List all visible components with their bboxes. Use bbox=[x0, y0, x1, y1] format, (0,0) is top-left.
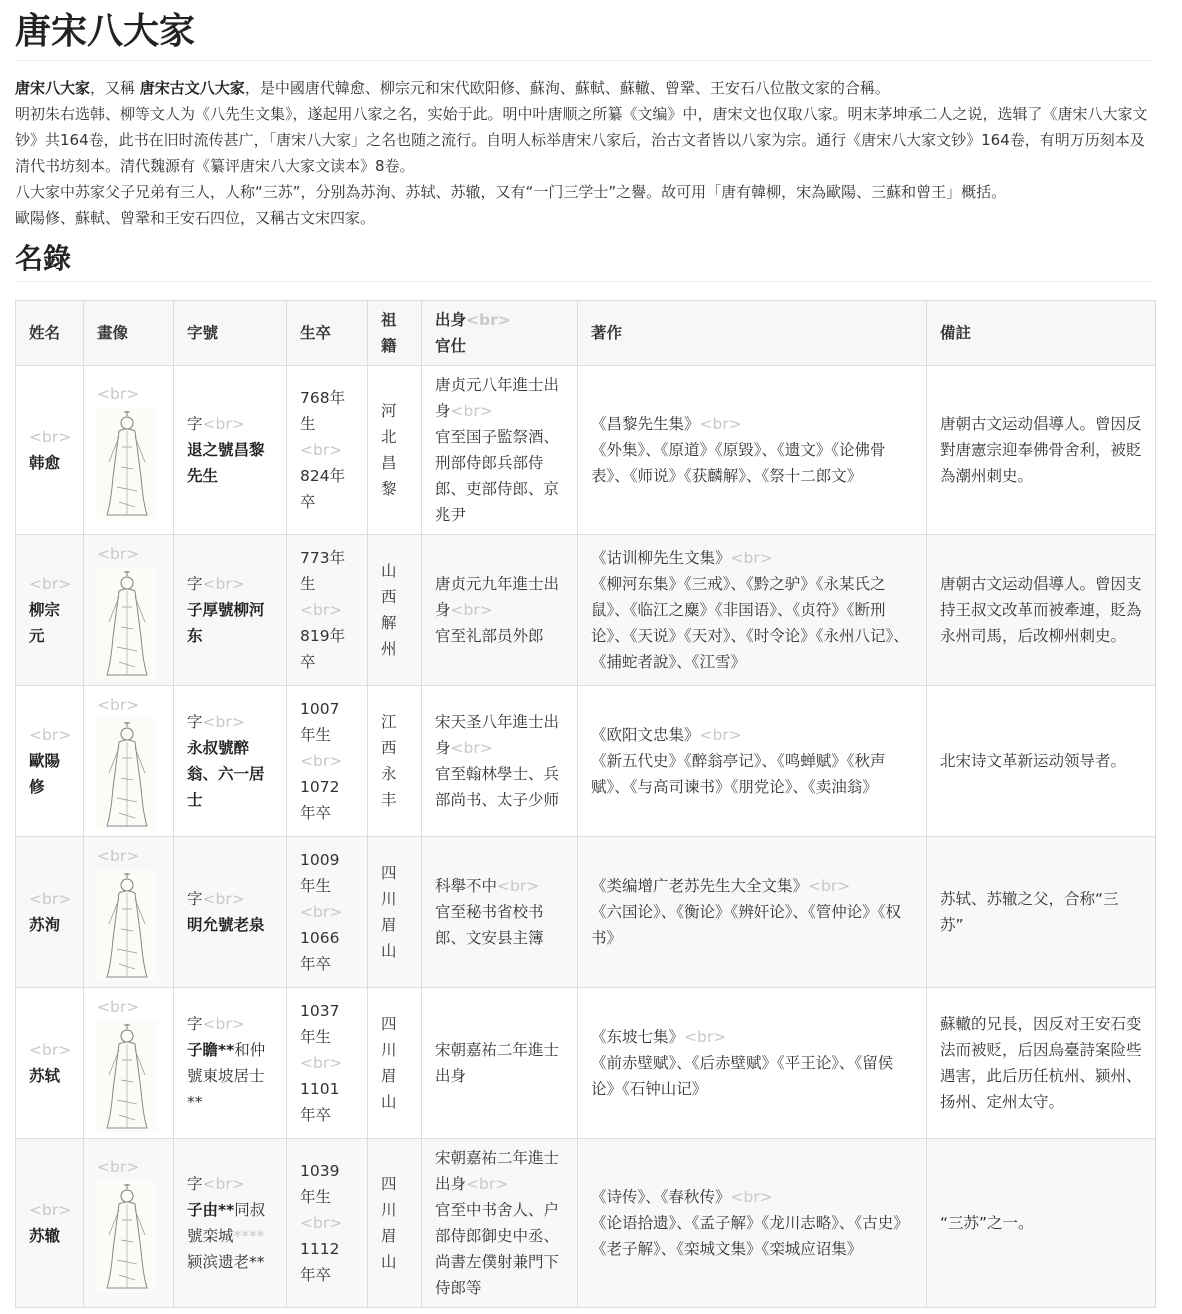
cell-notes bbox=[927, 837, 1156, 988]
cell-zihao bbox=[174, 366, 287, 535]
career-office: 官至翰林學士、兵部尚书、太子少师 bbox=[435, 765, 560, 809]
cell-notes bbox=[927, 686, 1156, 837]
author-name: 苏辙 bbox=[29, 1227, 61, 1245]
cell-works bbox=[578, 988, 927, 1139]
notes-text: 北宋诗文革新运动领导者。 bbox=[940, 752, 1127, 770]
br-tag: <br> bbox=[300, 1054, 343, 1072]
origin-place: 四川眉山 bbox=[381, 864, 397, 960]
career-office: 官至国子監祭酒、刑部侍郎兵部侍郎、吏部侍郎、京兆尹 bbox=[435, 428, 560, 524]
br-tag: <br> bbox=[29, 1201, 72, 1219]
origin-place: 河北昌黎 bbox=[381, 402, 397, 498]
br-tag: <br> bbox=[730, 549, 773, 567]
text-span: ，又稱 bbox=[90, 79, 140, 97]
cell-lifespan bbox=[287, 988, 368, 1139]
cell-works bbox=[578, 837, 927, 988]
career-office: 官至礼部员外郎 bbox=[435, 627, 544, 645]
header-career-b: 官仕 bbox=[435, 337, 467, 355]
cell-career bbox=[422, 837, 578, 988]
br-tag: <br> bbox=[97, 1158, 140, 1176]
author-name: 韩愈 bbox=[29, 454, 61, 472]
br-tag: <br> bbox=[300, 1214, 343, 1232]
cell-zihao bbox=[174, 1139, 287, 1308]
career-origin: 唐贞元九年進士出身 bbox=[435, 575, 560, 619]
cell-lifespan bbox=[287, 1139, 368, 1308]
br-tag: <br> bbox=[202, 575, 245, 593]
br-tag: <br> bbox=[466, 311, 511, 329]
text-span: ，是中國唐代韓愈、柳宗元和宋代欧阳修、蘇洵、蘇軾、蘇轍、曾鞏、王安石八位散文家的合稱。 bbox=[244, 79, 890, 97]
intro-paragraph-1 bbox=[15, 75, 1154, 101]
career-origin: 宋天圣八年進士出身 bbox=[435, 713, 560, 757]
death-year: 824年卒 bbox=[300, 467, 346, 511]
table-row bbox=[16, 1139, 1156, 1308]
zi-rest: 同叔號栾城 bbox=[187, 1201, 266, 1245]
table-row bbox=[16, 535, 1156, 686]
works-main: 《诗传》、《春秋传》 bbox=[591, 1188, 731, 1206]
works-main: 《类编增广老苏先生大全文集》 bbox=[591, 877, 809, 895]
works-list: 《新五代史》《醉翁亭记》、《鸣蝉赋》《秋声赋》、《与高司谏书》《朋党论》、《卖油翁》 bbox=[591, 752, 886, 796]
notes-text: “三苏”之一。 bbox=[940, 1214, 1034, 1232]
works-main: 《昌黎先生集》 bbox=[591, 415, 700, 433]
born-year: 1037年生 bbox=[300, 1002, 340, 1046]
intro-text bbox=[15, 75, 1154, 231]
br-tag: <br> bbox=[300, 601, 343, 619]
header-zihao: 字號 bbox=[174, 301, 287, 366]
cell-name bbox=[16, 988, 84, 1139]
cell-origin bbox=[368, 535, 422, 686]
cell-zihao bbox=[174, 535, 287, 686]
br-tag: <br> bbox=[97, 545, 140, 563]
cell-origin bbox=[368, 1139, 422, 1308]
cell-career bbox=[422, 988, 578, 1139]
cell-portrait bbox=[84, 686, 174, 837]
cell-career bbox=[422, 535, 578, 686]
br-tag: <br> bbox=[202, 1015, 245, 1033]
zi-bold: 明允號老泉 bbox=[187, 916, 265, 934]
br-tag: <br> bbox=[450, 739, 493, 757]
header-notes: 備註 bbox=[927, 301, 1156, 366]
cell-portrait bbox=[84, 837, 174, 988]
born-year: 1039年生 bbox=[300, 1162, 340, 1206]
br-tag: <br> bbox=[202, 713, 245, 731]
cell-lifespan bbox=[287, 837, 368, 988]
works-main: 《东坡七集》 bbox=[591, 1028, 685, 1046]
career-origin: 宋朝嘉祐二年進士出身 bbox=[435, 1041, 560, 1085]
author-name: 苏轼 bbox=[29, 1067, 61, 1085]
born-year: 773年生 bbox=[300, 549, 346, 593]
origin-place: 四川眉山 bbox=[381, 1175, 397, 1271]
origin-place: 江西永丰 bbox=[381, 713, 397, 809]
br-tag: <br> bbox=[730, 1188, 773, 1206]
cell-portrait bbox=[84, 366, 174, 535]
zi-prefix: 字 bbox=[187, 1015, 203, 1033]
intro-paragraph-4: 歐陽修、蘇軾、曾鞏和王安石四位，又稱古文宋四家。 bbox=[15, 209, 376, 227]
br-tag: <br> bbox=[29, 428, 72, 446]
zi-prefix: 字 bbox=[187, 415, 203, 433]
table-header-row bbox=[16, 301, 1156, 366]
portrait-image bbox=[97, 1020, 157, 1132]
intro-paragraph-2: 明初朱右选韩、柳等文人为《八先生文集》，遂起用八家之名，实始于此。明中叶唐顺之所纂《文编》中，唐宋文也仅取八家。明末茅坤承二人之说，选辑了《唐宋八大家文钞》共164卷，此书在旧时流传甚广，「唐宋八大家」之名也随之流行。自明人标举唐宋八家后，治古文者皆以八家为宗。通行《唐宋八大家文钞》164卷，有明万历刻本及清代书坊刻本。清代魏源有《纂评唐宋八大家文读本》8卷。 bbox=[15, 105, 1148, 175]
br-tag: <br> bbox=[29, 726, 72, 744]
header-career bbox=[422, 301, 578, 366]
cell-career bbox=[422, 1139, 578, 1308]
header-career-a: 出身 bbox=[435, 311, 467, 329]
zi-bold: 退之號昌黎先生 bbox=[187, 441, 265, 485]
zi-prefix: 字 bbox=[187, 575, 203, 593]
zi-prefix: 字 bbox=[187, 890, 203, 908]
br-tag: <br> bbox=[684, 1028, 727, 1046]
br-tag: <br> bbox=[97, 385, 140, 403]
br-tag: <br> bbox=[300, 441, 343, 459]
intro-paragraph-3: 八大家中苏家父子兄弟有三人，人称“三苏”，分别為苏洵、苏轼、苏辙，又有“一门三学士”之譽。故可用「唐有韓柳，宋為歐陽、三蘇和曾王」概括。 bbox=[15, 183, 1007, 201]
bold-term: 唐宋八大家 bbox=[15, 79, 91, 97]
career-origin: 宋朝嘉祐二年進士出身 bbox=[435, 1149, 560, 1193]
br-tag: <br> bbox=[97, 696, 140, 714]
br-tag: <br> bbox=[450, 402, 493, 420]
zi-stars: **** bbox=[233, 1227, 265, 1245]
origin-place: 山西解州 bbox=[381, 562, 397, 658]
notes-text: 唐朝古文运动倡導人。曾因支持王叔文改革而被牽連，貶為永州司馬，后改柳州刺史。 bbox=[940, 575, 1142, 645]
cell-origin bbox=[368, 366, 422, 535]
br-tag: <br> bbox=[29, 890, 72, 908]
author-name: 歐陽修 bbox=[29, 752, 61, 796]
cell-origin bbox=[368, 988, 422, 1139]
header-origin: 祖籍 bbox=[368, 301, 422, 366]
header-name: 姓名 bbox=[16, 301, 84, 366]
br-tag: <br> bbox=[29, 575, 72, 593]
header-works: 著作 bbox=[578, 301, 927, 366]
author-name: 柳宗元 bbox=[29, 601, 61, 645]
zi-bold: 子瞻** bbox=[187, 1041, 235, 1059]
section-title: 名錄 bbox=[15, 241, 1154, 282]
br-tag: <br> bbox=[300, 752, 343, 770]
death-year: 1112年卒 bbox=[300, 1240, 340, 1284]
notes-text: 唐朝古文运动倡導人。曾因反對唐憲宗迎奉佛骨舍利，被貶為潮州刺史。 bbox=[940, 415, 1142, 485]
header-portrait: 畫像 bbox=[84, 301, 174, 366]
br-tag: <br> bbox=[202, 890, 245, 908]
works-list: 《六国论》、《衡论》《辨奸论》、《管仲论》《权书》 bbox=[591, 903, 902, 947]
br-tag: <br> bbox=[97, 847, 140, 865]
death-year: 1066年卒 bbox=[300, 929, 340, 973]
cell-lifespan bbox=[287, 366, 368, 535]
table-row bbox=[16, 988, 1156, 1139]
portrait-image bbox=[97, 869, 157, 981]
cell-works bbox=[578, 1139, 927, 1308]
death-year: 819年卒 bbox=[300, 627, 346, 671]
cell-zihao bbox=[174, 686, 287, 837]
cell-notes bbox=[927, 535, 1156, 686]
br-tag: <br> bbox=[699, 726, 742, 744]
br-tag: <br> bbox=[202, 415, 245, 433]
cell-works bbox=[578, 535, 927, 686]
br-tag: <br> bbox=[466, 1175, 509, 1193]
death-year: 1072年卒 bbox=[300, 778, 340, 822]
header-lifespan: 生卒 bbox=[287, 301, 368, 366]
works-main: 《诂训柳先生文集》 bbox=[591, 549, 731, 567]
bold-term: 唐宋古文八大家 bbox=[139, 79, 245, 97]
career-origin: 科舉不中 bbox=[435, 877, 498, 895]
cell-lifespan bbox=[287, 535, 368, 686]
zi-prefix: 字 bbox=[187, 713, 203, 731]
br-tag: <br> bbox=[497, 877, 540, 895]
cell-notes bbox=[927, 1139, 1156, 1308]
career-origin: 唐贞元八年進士出身 bbox=[435, 376, 560, 420]
notes-text: 蘇轍的兄長，因反对王安石变法而被贬，后因烏臺詩案险些遇害，此后历任杭州、颍州、扬州、定州太守。 bbox=[940, 1015, 1142, 1111]
portrait-image bbox=[97, 407, 157, 519]
cell-portrait bbox=[84, 988, 174, 1139]
cell-works bbox=[578, 366, 927, 535]
zi-rest: 和仲號東坡居士** bbox=[187, 1041, 266, 1111]
cell-notes bbox=[927, 988, 1156, 1139]
zi-tail: 颍滨遗老** bbox=[187, 1253, 265, 1271]
zi-bold: 子由** bbox=[187, 1201, 235, 1219]
table-row bbox=[16, 366, 1156, 535]
origin-place: 四川眉山 bbox=[381, 1015, 397, 1111]
cell-portrait bbox=[84, 1139, 174, 1308]
cell-career bbox=[422, 366, 578, 535]
br-tag: <br> bbox=[97, 998, 140, 1016]
cell-works bbox=[578, 686, 927, 837]
career-office: 官至秘书省校书郎、文安县主簿 bbox=[435, 903, 544, 947]
cell-name bbox=[16, 686, 84, 837]
cell-origin bbox=[368, 686, 422, 837]
cell-origin bbox=[368, 837, 422, 988]
works-list: 《前赤壁赋》、《后赤壁赋》《平王论》、《留侯论》《石钟山记》 bbox=[591, 1054, 894, 1098]
zi-bold: 永叔號醉翁、六一居士 bbox=[187, 739, 265, 809]
cell-zihao bbox=[174, 837, 287, 988]
cell-career bbox=[422, 686, 578, 837]
br-tag: <br> bbox=[202, 1175, 245, 1193]
career-office: 官至中书舍人、户部侍郎御史中丞、尚書左僕射兼門下侍郎等 bbox=[435, 1201, 560, 1297]
cell-name bbox=[16, 535, 84, 686]
br-tag: <br> bbox=[29, 1041, 72, 1059]
works-list: 《柳河东集》《三戒》、《黔之驴》《永某氏之鼠》、《临江之麋》《非国语》、《贞符》《断刑论》、《天说》《天对》、《时令论》《永州八记》、《捕蛇者說》、《江雪》 bbox=[591, 575, 909, 671]
author-name: 苏洵 bbox=[29, 916, 61, 934]
cell-name bbox=[16, 837, 84, 988]
cell-zihao bbox=[174, 988, 287, 1139]
notes-text: 苏轼、苏辙之父，合称“三苏” bbox=[940, 890, 1119, 934]
table-row bbox=[16, 686, 1156, 837]
cell-name bbox=[16, 1139, 84, 1308]
zi-bold: 子厚號柳河东 bbox=[187, 601, 265, 645]
br-tag: <br> bbox=[300, 903, 343, 921]
br-tag: <br> bbox=[699, 415, 742, 433]
page-title: 唐宋八大家 bbox=[15, 10, 1154, 61]
works-list: 《论语拾遗》、《孟子解》《龙川志略》、《古史》《老子解》、《栾城文集》《栾城应诏集》 bbox=[591, 1214, 909, 1258]
works-main: 《欧阳文忠集》 bbox=[591, 726, 700, 744]
portrait-image bbox=[97, 718, 157, 830]
portrait-image bbox=[97, 567, 157, 679]
zi-prefix: 字 bbox=[187, 1175, 203, 1193]
born-year: 1007年生 bbox=[300, 700, 340, 744]
authors-table bbox=[15, 300, 1156, 1308]
cell-portrait bbox=[84, 535, 174, 686]
cell-name bbox=[16, 366, 84, 535]
table-row bbox=[16, 837, 1156, 988]
cell-notes bbox=[927, 366, 1156, 535]
born-year: 1009年生 bbox=[300, 851, 340, 895]
portrait-image bbox=[97, 1180, 157, 1292]
br-tag: <br> bbox=[808, 877, 851, 895]
works-list: 《外集》、《原道》《原毀》、《遗文》《论佛骨表》、《师说》《获麟解》、《祭十二郎文》 bbox=[591, 441, 886, 485]
cell-lifespan bbox=[287, 686, 368, 837]
death-year: 1101年卒 bbox=[300, 1080, 340, 1124]
born-year: 768年生 bbox=[300, 389, 346, 433]
br-tag: <br> bbox=[450, 601, 493, 619]
